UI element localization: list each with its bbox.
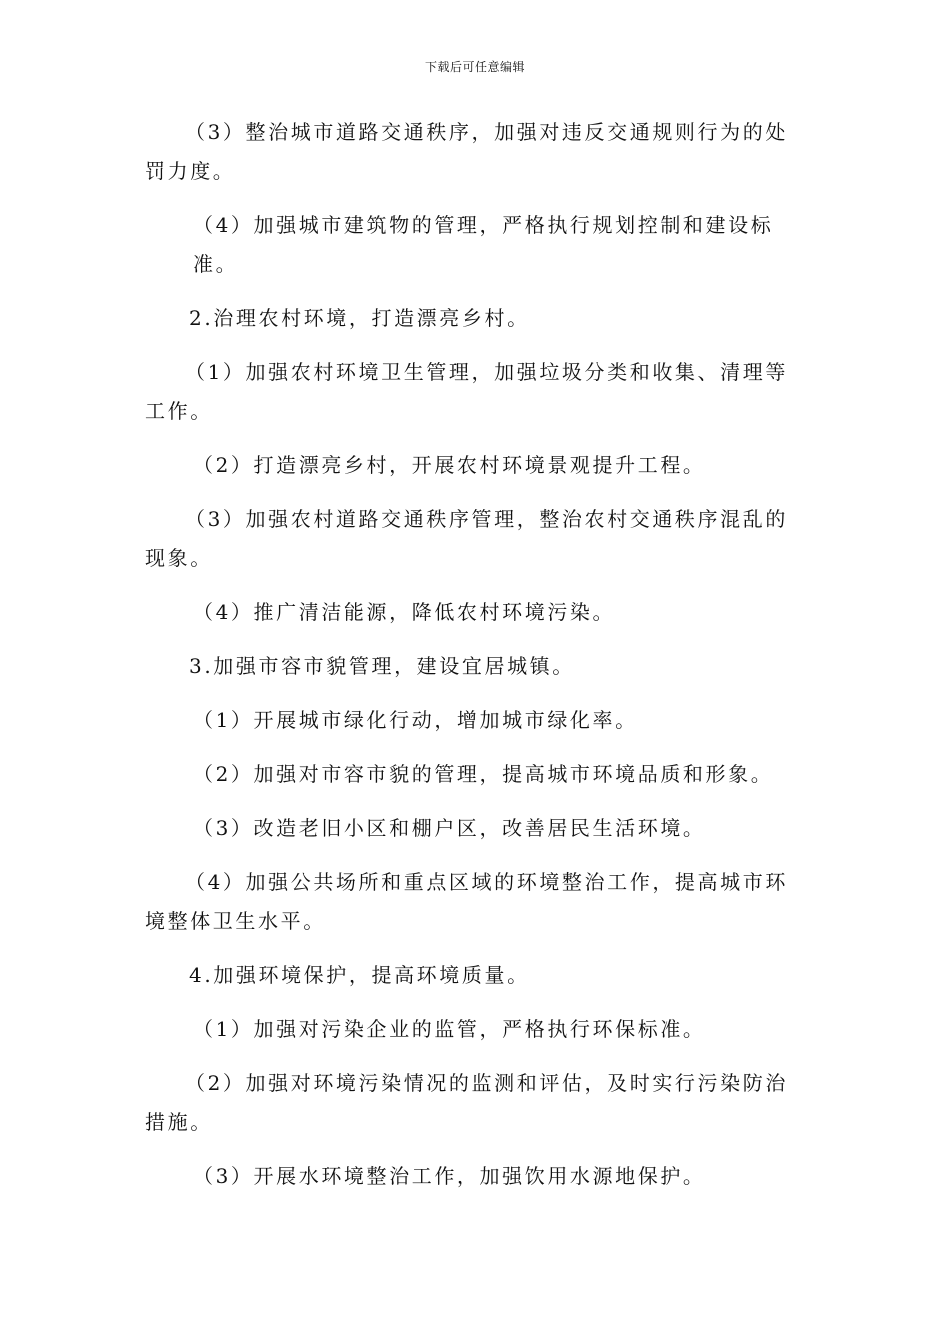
paragraph: （2）打造漂亮乡村，开展农村环境景观提升工程。: [193, 453, 706, 477]
paragraph: （3）加强农村道路交通秩序管理，整治农村交通秩序混乱的现象。: [145, 507, 788, 570]
paragraph: （3）开展水环境整治工作，加强饮用水源地保护。: [193, 1164, 706, 1188]
paragraph: （4）推广清洁能源，降低农村环境污染。: [193, 600, 616, 624]
section-heading: 4.加强环境保护，提高环境质量。: [189, 963, 530, 987]
section-heading: 3.加强市容市貌管理，建设宜居城镇。: [189, 654, 575, 678]
paragraph: （2）加强对环境污染情况的监测和评估，及时实行污染防治措施。: [145, 1071, 788, 1134]
document-body: [145, 113, 805, 1211]
paragraph: （1）加强对污染企业的监管，严格执行环保标准。: [193, 1017, 706, 1041]
page-header-note: 下载后可任意编辑: [424, 60, 525, 74]
paragraph: （2）加强对市容市貌的管理，提高城市环境品质和形象。: [193, 762, 774, 786]
paragraph: （3）整治城市道路交通秩序，加强对违反交通规则行为的处罚力度。: [145, 120, 788, 183]
section-heading: 2.治理农村环境，打造漂亮乡村。: [189, 306, 530, 330]
paragraph: （3）改造老旧小区和棚户区，改善居民生活环境。: [193, 816, 706, 840]
paragraph: （1）加强农村环境卫生管理，加强垃圾分类和收集、清理等工作。: [145, 360, 788, 423]
paragraph: （4）加强城市建筑物的管理，严格执行规划控制和建设标准。: [193, 213, 774, 276]
paragraph: （1）开展城市绿化行动，增加城市绿化率。: [193, 708, 638, 732]
paragraph: （4）加强公共场所和重点区域的环境整治工作，提高城市环境整体卫生水平。: [145, 870, 788, 933]
